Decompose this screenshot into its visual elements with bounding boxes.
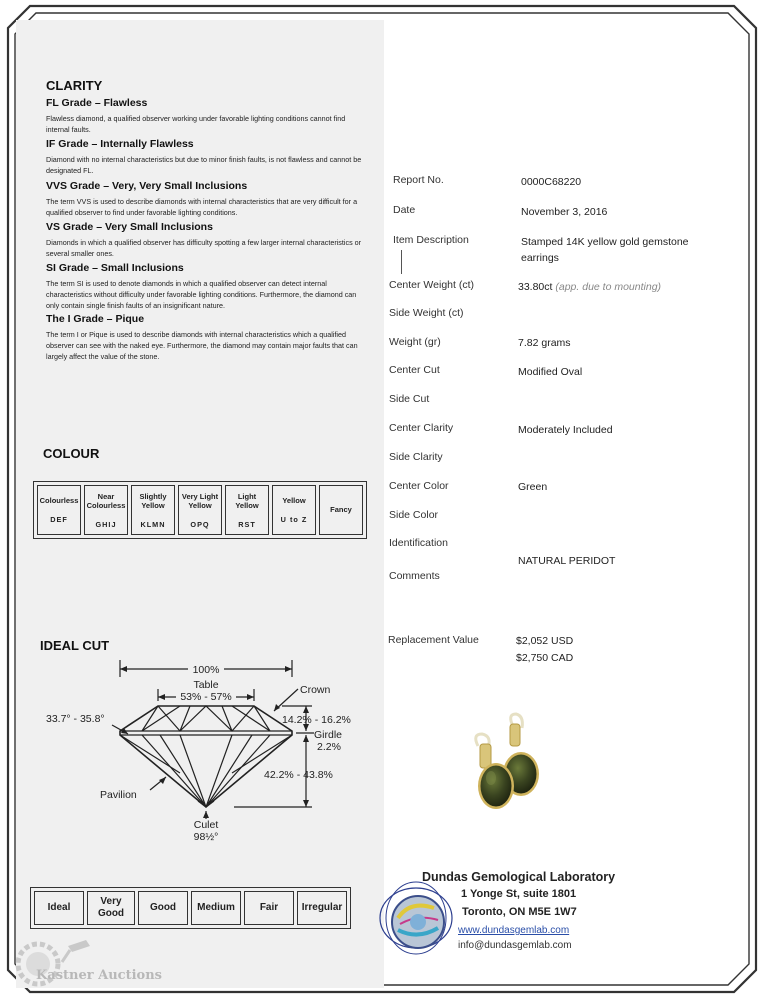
colour-cell [178,485,222,535]
lab-website-link[interactable]: www.dundasgemlab.com [458,925,570,936]
earrings-photo [466,710,581,820]
grade-vs-text: Diamonds in which a qualified observer has difficulty spotting a few larger internal characteristics or several smaller ones. [46,238,362,258]
grade-i-heading: The I Grade – Pique [46,313,145,325]
colour-cell-grades: KLMN [140,519,166,529]
label-pavilion: Pavilion [100,789,137,801]
label-table-range: 53% - 57% [180,691,232,703]
colour-cell-grades: OPQ [190,519,210,529]
field-label-date: Date [393,204,416,216]
field-value-center-color: Green [518,481,548,493]
field-label-weight: Weight (gr) [389,336,441,348]
colour-cell-name: Light Yellow [235,491,259,510]
field-value-report-no: 0000C68220 [521,176,582,188]
field-value-center-weight [518,281,661,293]
colour-cell-grades: U to Z [280,514,308,524]
cut-grade-cell: Good [138,891,188,925]
label-crown-angle: 33.7° - 35.8° [46,713,105,725]
field-label-identification: Identification [389,537,448,549]
colour-cell [319,485,363,535]
lab-address-line1: 1 Yonge St, suite 1801 [461,888,577,900]
label-girdle: Girdle [314,729,343,741]
colour-cell [225,485,269,535]
colour-title: COLOUR [43,446,100,461]
field-value-weight: 7.82 grams [518,337,571,349]
label-culet-angle: 98½° [193,831,219,843]
field-label-report-no: Report No. [393,174,444,186]
field-label-center-cut: Center Cut [389,364,440,376]
cut-grade-cell: Ideal [34,891,84,925]
field-value-item-description: Stamped 14K yellow gold gemstone earrings [521,236,689,264]
colour-cell [84,485,128,535]
field-label-center-weight: Center Weight (ct) [389,279,474,291]
colour-cell [131,485,175,535]
label-crown: Crown [300,684,331,696]
field-label-side-cut: Side Cut [389,393,430,405]
clarity-title: CLARITY [46,78,103,93]
label-culet: Culet [193,819,219,831]
grade-vvs-heading: VVS Grade – Very, Very Small Inclusions [46,180,248,192]
colour-cell [272,485,316,535]
lab-address-line2: Toronto, ON M5E 1W7 [462,906,577,918]
colour-cell-grades: DEF [50,514,68,524]
lab-email: info@dundasgemlab.com [458,940,572,951]
grade-if-heading: IF Grade – Internally Flawless [46,138,194,150]
field-label-side-clarity: Side Clarity [389,451,443,463]
kastner-watermark-text: Kastner Auctions [36,968,162,983]
grade-fl-text: Flawless diamond, a qualified observer working under favorable lighting conditions cannot find internal faults. [46,114,346,134]
cut-grade-cell: Irregular [297,891,347,925]
grade-si-text: The term SI is used to denote diamonds in which a qualified observer can detect internal characteristics without difficulty under favorable lighting conditions. Furthermore, the diamond can only contain single finish faults of an insignificant nature. [46,279,357,310]
field-label-side-color: Side Color [389,509,439,521]
colour-cell-name: Fancy [330,505,352,515]
field-value-replacement-usd: $2,052 USD [516,635,574,647]
field-value-date: November 3, 2016 [521,206,608,218]
field-label-side-weight: Side Weight (ct) [389,307,464,319]
field-value-center-clarity: Moderately Included [518,424,613,436]
lab-name: Dundas Gemological Laboratory [422,870,616,884]
colour-scale-table [33,481,367,539]
center-weight-note: (app. due to mounting) [555,281,662,293]
grade-if-text: Diamond with no internal characteristics but due to minor finish faults, is not flawless and cannot be designated FL. [46,155,362,175]
colour-cell-grades: RST [238,519,256,529]
label-crown-height: 14.2% - 16.2% [282,714,351,726]
field-label-center-color: Center Color [389,480,449,492]
colour-cell-grades: GHIJ [95,519,117,529]
cut-grade-cell: Fair [244,891,294,925]
field-label-item-description: Item Description [393,234,469,246]
field-value-center-cut: Modified Oval [518,366,583,378]
cut-grade-cell: Medium [191,891,241,925]
cut-grade-table [30,887,351,929]
field-value-comments: NATURAL PERIDOT [518,555,616,567]
lab-seal-hologram [378,878,454,958]
field-label-comments: Comments [389,570,440,582]
label-pavilion-depth: 42.2% - 43.8% [264,769,333,781]
grade-vvs-text: The term VVS is used to describe diamonds with internal characteristics that are very difficult for a qualified observer to find under favorable lighting conditions. [46,197,358,217]
label-girdle-value: 2.2% [317,741,341,753]
cut-grade-cell: Very Good [87,891,135,925]
label-table: Table [193,679,219,691]
field-label-center-clarity: Center Clarity [389,422,454,434]
diamond-diagram [30,655,370,845]
divider-mark [401,250,402,274]
center-weight-value: 33.80ct [518,281,553,293]
grade-vs-heading: VS Grade – Very Small Inclusions [46,221,213,233]
label-width: 100% [192,664,220,676]
colour-cell [37,485,81,535]
ideal-cut-title: IDEAL CUT [40,638,110,653]
grade-i-text: The term I or Pique is used to describe diamonds with internal characteristics which a qualified observer can see with the naked eye. Furthermore, the diamond may contain major faults that can largely affect the value of the stone. [46,330,358,361]
grade-fl-heading: FL Grade – Flawless [46,97,148,109]
colour-cell-name: Very Light Yellow [181,491,219,510]
colour-cell-name: Yellow [282,496,306,506]
grade-si-heading: SI Grade – Small Inclusions [46,262,184,274]
colour-cell-name: Slightly Yellow [139,491,167,510]
field-value-replacement-cad: $2,750 CAD [516,652,574,664]
colour-cell-name: Near Colourless [86,491,126,510]
field-label-replacement-value: Replacement Value [388,634,479,646]
colour-cell-name: Colourless [39,496,79,506]
